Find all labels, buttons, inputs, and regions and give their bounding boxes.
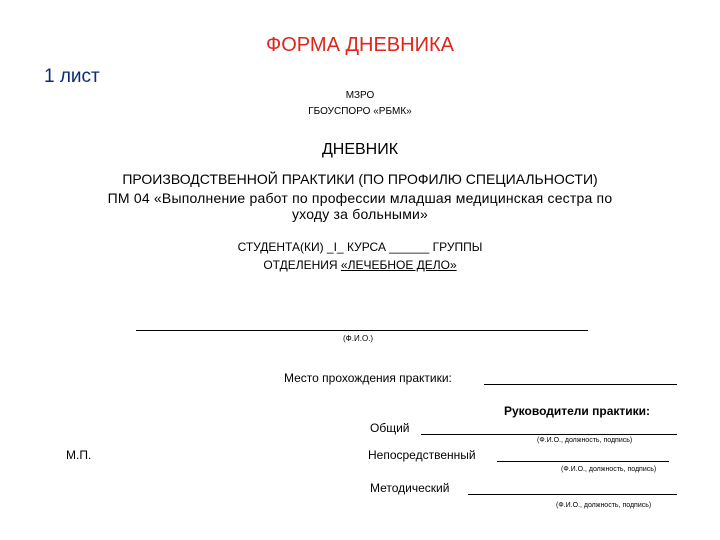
general-supervisor-label: Общий [370,421,410,435]
department-value: «ЛЕЧЕБНОЕ ДЕЛО» [340,258,457,272]
direct-supervisor-line [497,461,669,462]
form-title: ФОРМА ДНЕВНИКА [266,34,454,56]
org-line-2: ГБОУСПОРО «РБМК» [308,106,412,117]
department-prefix: ОТДЕЛЕНИЯ [263,258,341,272]
methodical-supervisor-label: Методический [370,481,450,495]
org-line-1: МЗРО [345,90,375,101]
diary-title: ДНЕВНИК [321,141,399,158]
module-line-1: ПМ 04 «Выполнение работ по профессии младшая медицинская сестра по [107,190,613,206]
methodical-supervisor-line [468,494,677,495]
general-supervisor-line [421,434,677,435]
student-suffix: КУРСА ______ ГРУППЫ [343,240,483,254]
module-line-2: уходу за больными» [291,206,429,222]
fio-signature-line [136,330,588,331]
practice-place-line [484,384,677,385]
practice-heads-label: Руководители практики: [504,404,651,418]
fio-caption: (Ф.И.О.) [343,334,374,343]
direct-supervisor-caption: (Ф.И.О., должность, подпись) [561,466,657,473]
department-line [0,258,720,272]
methodical-supervisor-caption: (Ф.И.О., должность, подпись) [556,502,652,509]
student-prefix: СТУДЕНТА(КИ) [237,240,327,254]
course-value: _I_ [326,240,344,254]
stamp-label: М.П. [66,448,92,462]
practice-line: ПРОИЗВОДСТВЕННОЙ ПРАКТИКИ (ПО ПРОФИЛЮ СПЕЦИАЛЬНОСТИ) [122,171,598,187]
sheet-label: 1 лист [44,66,100,87]
general-supervisor-caption: (Ф.И.О., должность, подпись) [537,437,633,444]
practice-place-label: Место прохождения практики: [284,371,452,385]
direct-supervisor-label: Непосредственный [368,448,476,462]
student-line [0,240,720,254]
